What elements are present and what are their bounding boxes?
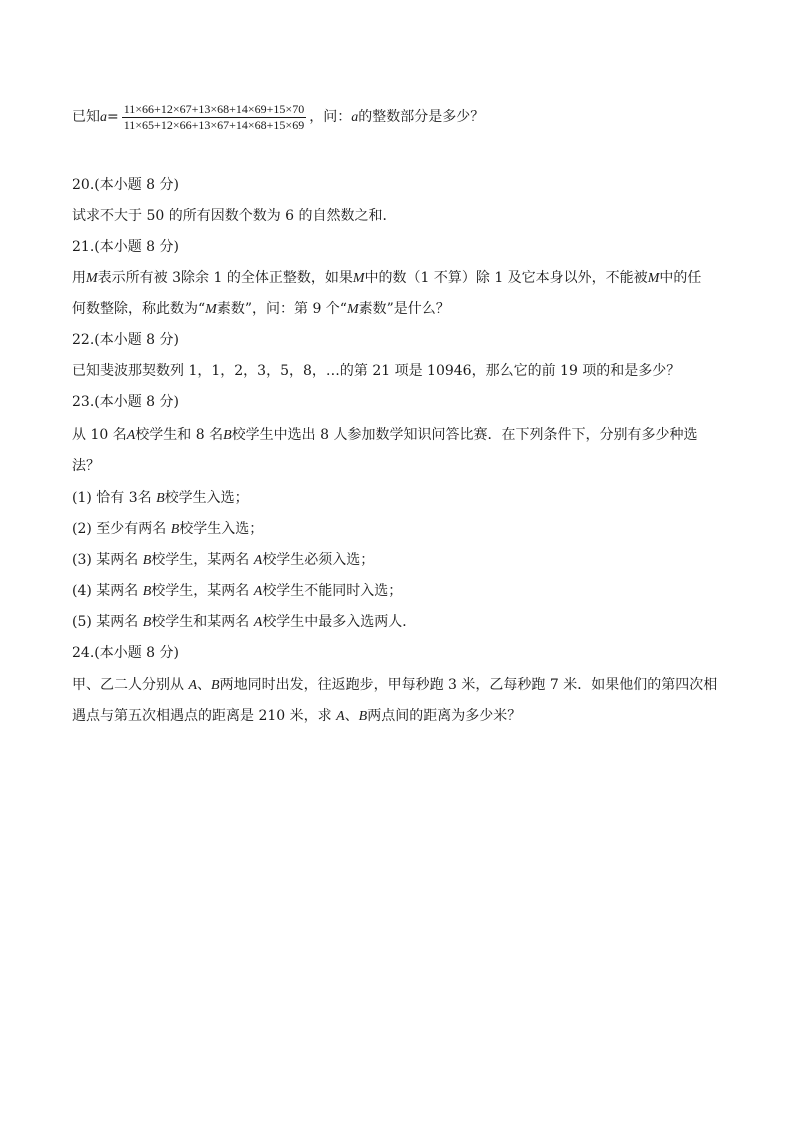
- text: 、: [197, 677, 212, 693]
- text: 校学生，某两名: [151, 583, 254, 599]
- var-m: M: [205, 302, 217, 317]
- text: 素数”，问：第 9 个“: [216, 301, 347, 317]
- equals-sign: =: [107, 109, 119, 125]
- text: 甲、乙二人分别从: [72, 677, 189, 693]
- text: 校学生必须入选；: [262, 552, 375, 568]
- fraction-denominator: 11×65+12×66+13×67+14×68+15×69: [123, 117, 305, 132]
- q19-statement: [72, 98, 484, 137]
- var-b: B: [142, 584, 152, 599]
- text: 校学生中选出 8 人参加数学知识问答比赛．在下列条件下，分别有多少种选: [231, 427, 698, 443]
- q24-line-2: [72, 706, 521, 727]
- text: 、: [344, 708, 359, 724]
- var-b: B: [223, 428, 232, 443]
- text: 校学生和某两名: [151, 614, 254, 630]
- var-m: M: [86, 271, 98, 286]
- q23-item-1: [72, 488, 249, 509]
- text: 两点间的距离为多少米？: [367, 708, 522, 724]
- var-b: B: [156, 491, 165, 506]
- q23-item-5: [72, 612, 416, 633]
- var-a: A: [253, 615, 263, 630]
- var-b: B: [358, 709, 368, 724]
- q23-item-3: [72, 550, 374, 571]
- q22-text: 已知斐波那契数列 1，1，2，3，5，8，…的第 21 项是 10946，那么它的前 19 项的和是多少？: [72, 363, 681, 379]
- var-b: B: [211, 678, 220, 693]
- q21-header: 21.(本小题 8 分): [72, 239, 179, 255]
- text: 校学生和 8 名: [135, 427, 224, 443]
- var-a: a: [100, 110, 107, 125]
- q21-line-1: [72, 268, 701, 289]
- var-a: A: [126, 428, 136, 443]
- var-m: M: [346, 302, 359, 317]
- q23-item-2: [72, 519, 263, 540]
- text: (5) 某两名: [72, 614, 143, 630]
- text: (1) 恰有 3名: [72, 490, 157, 506]
- q23-header: 23.(本小题 8 分): [72, 394, 179, 410]
- text: 用: [72, 270, 86, 286]
- var-b: B: [170, 522, 180, 537]
- text: 校学生，某两名: [151, 552, 254, 568]
- q24-line-1: [72, 675, 717, 696]
- q23-item-4: [72, 581, 402, 602]
- var-a: A: [253, 553, 263, 568]
- text: 校学生中最多入选两人．: [262, 614, 417, 630]
- text: 校学生入选；: [164, 490, 249, 506]
- fraction-numerator: 11×66+12×67+13×68+14×69+15×70: [123, 101, 305, 116]
- text: 从 10 名: [72, 427, 127, 443]
- text: (2) 至少有两名: [72, 521, 171, 537]
- q19-prefix: 已知: [72, 109, 100, 125]
- text: 遇点与第五次相遇点的距离是 210 米，求: [72, 708, 337, 724]
- q21-line-2: [72, 299, 450, 320]
- var-b: B: [142, 553, 152, 568]
- var-b: B: [142, 615, 152, 630]
- q23-line-1: [72, 425, 697, 446]
- q22-header: 22.(本小题 8 分): [72, 332, 179, 348]
- var-a: A: [188, 678, 198, 693]
- q24-header: 24.(本小题 8 分): [72, 645, 179, 661]
- text: 素数”是什么？: [358, 301, 450, 317]
- var-m: M: [647, 271, 660, 286]
- text: 校学生不能同时入选；: [262, 583, 403, 599]
- var-m: M: [352, 271, 365, 286]
- var-a: A: [253, 584, 263, 599]
- q20-text: 试求不大于 50 的所有因数个数为 6 的自然数之和．: [72, 208, 397, 224]
- text: (4) 某两名: [72, 583, 143, 599]
- fraction: [122, 102, 306, 133]
- q19-mid: ，问：: [309, 109, 352, 125]
- q23-line-2: 法？: [72, 458, 100, 474]
- text: (3) 某两名: [72, 552, 143, 568]
- q19-end: 的整数部分是多少？: [358, 109, 485, 125]
- text: 中的任: [659, 270, 702, 286]
- text: 两地同时出发，往返跑步，甲每秒跑 3 米，乙每秒跑 7 米．如果他们的第四次相: [219, 677, 718, 693]
- var-a: A: [336, 709, 345, 724]
- var-a: a: [351, 110, 359, 125]
- text: 中的数（1 不算）除 1 及它本身以外，不能被: [364, 270, 648, 286]
- text: 何数整除，称此数为“: [72, 301, 206, 317]
- text: 校学生入选；: [179, 521, 264, 537]
- q20-header: 20.(本小题 8 分): [72, 177, 179, 193]
- text: 表示所有被 3除余 1 的全体正整数，如果: [97, 270, 353, 286]
